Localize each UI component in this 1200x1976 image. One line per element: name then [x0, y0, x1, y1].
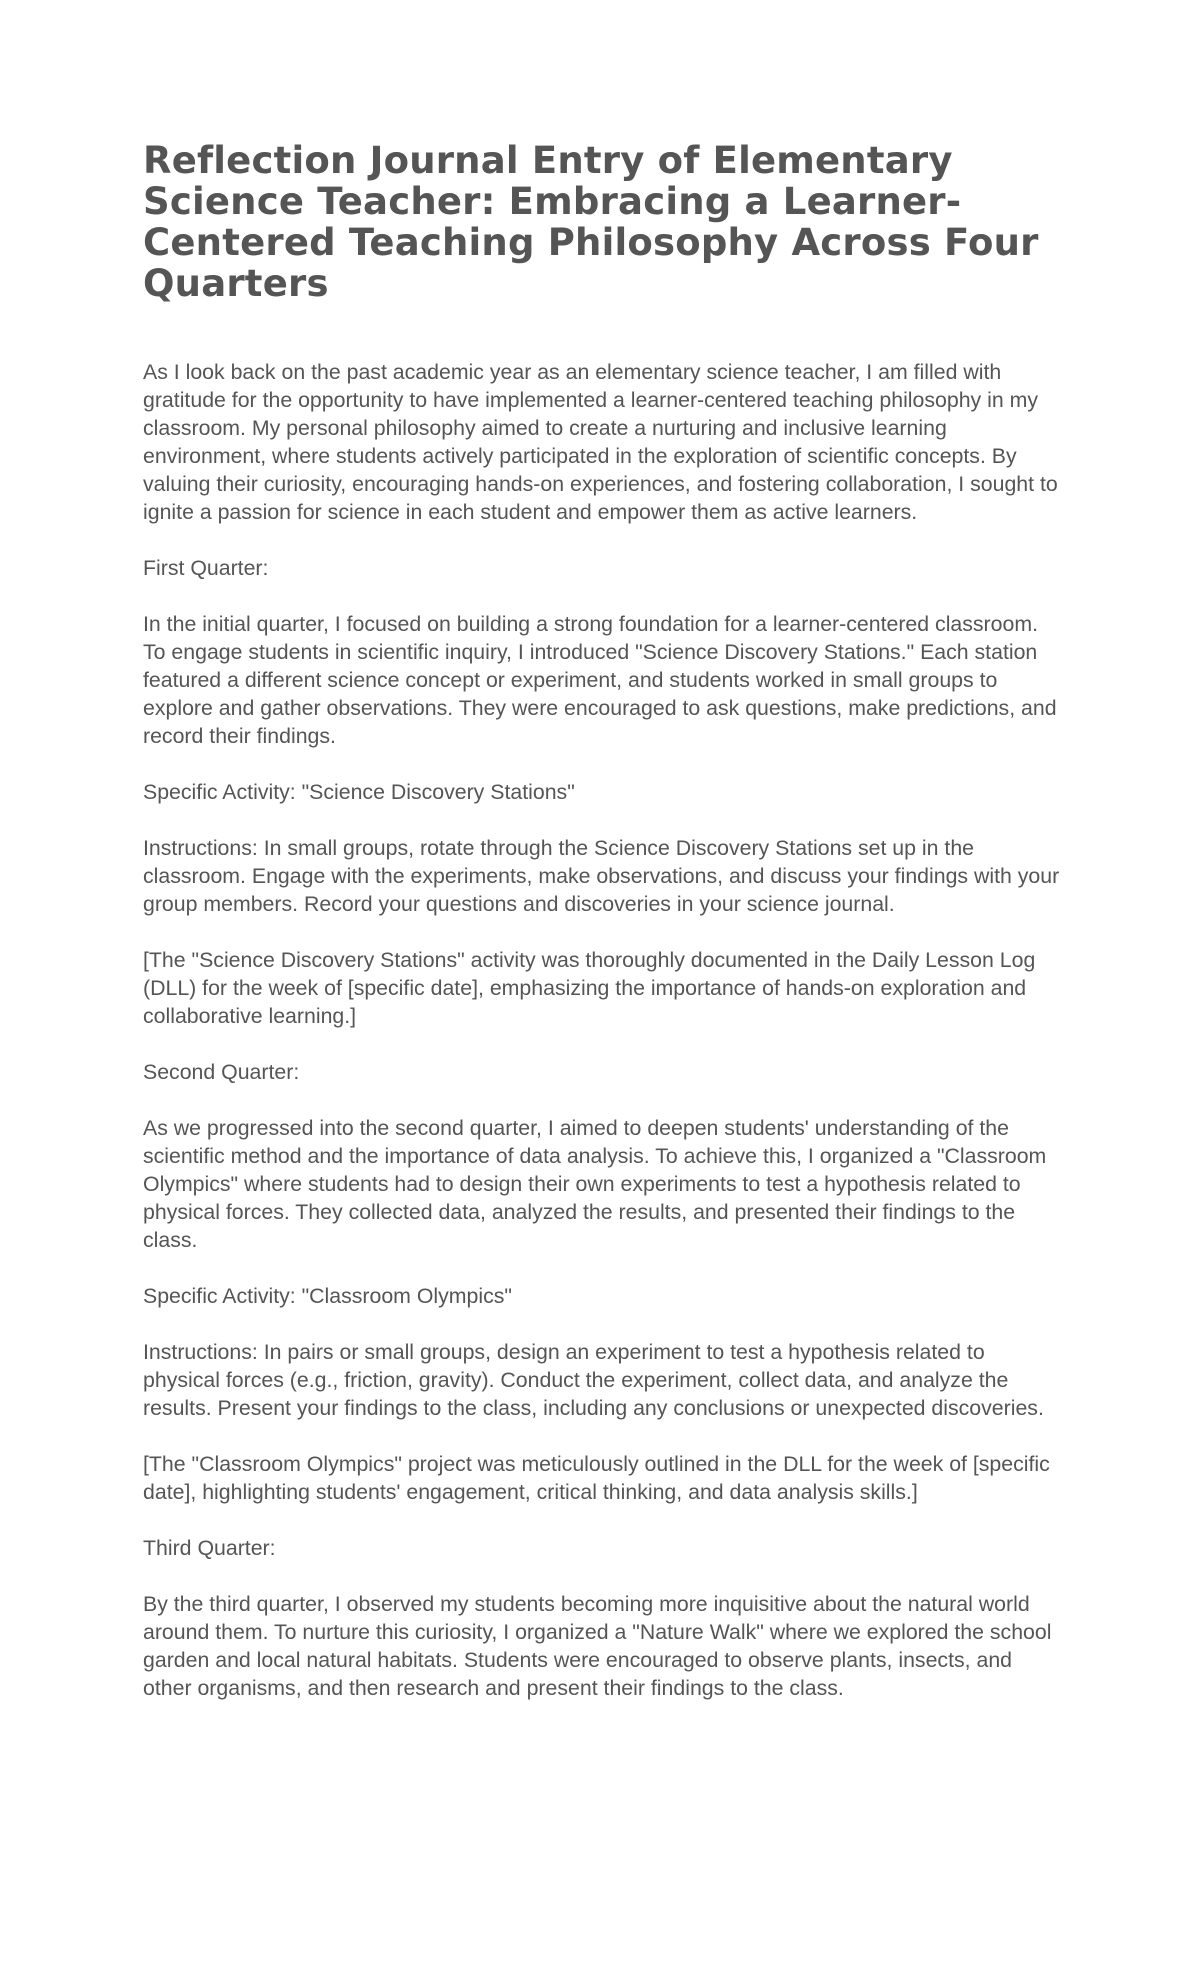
- third-quarter-paragraph: By the third quarter, I observed my students becoming more inquisitive about the natural world around them. To nurture this curiosity, I organized a "Nature Walk" where we explored the school garden and local natural habitats. Students were encouraged to observe plants, insects, and other organisms, and then research and present their findings to the class.: [143, 1592, 1052, 1700]
- section-heading-third-quarter: Third Quarter:: [143, 1536, 276, 1560]
- section-heading-first-quarter: First Quarter:: [143, 556, 269, 580]
- section-heading-second-quarter: Second Quarter:: [143, 1060, 300, 1084]
- first-quarter-activity-title: Specific Activity: "Science Discovery Stations": [143, 780, 575, 804]
- second-quarter-paragraph: As we progressed into the second quarter, I aimed to deepen students' understanding of the scientific method and the importance of data analysis. To achieve this, I organized a "Classroom Olympics" where students had to design their own experiments to test a hypothesis related to physical forces. They collected data, analyzed the results, and presented their findings to the class.: [143, 1116, 1047, 1252]
- document-title: Reflection Journal Entry of Elementary Science Teacher: Embracing a Learner-Centered Teaching Philosophy Across Four Quarters: [143, 139, 1039, 305]
- first-quarter-paragraph: In the initial quarter, I focused on building a strong foundation for a learner-centered classroom. To engage students in scientific inquiry, I introduced "Science Discovery Stations." Each station featured a different science concept or experiment, and students worked in small groups to explore and gather observations. They were encouraged to ask questions, make predictions, and record their findings.: [143, 612, 1057, 748]
- second-quarter-dll-note: [The "Classroom Olympics" project was meticulously outlined in the DLL for the week of [specific date], highlighting students' engagement, critical thinking, and data analysis skills.]: [143, 1452, 1050, 1504]
- first-quarter-dll-note: [The "Science Discovery Stations" activity was thoroughly documented in the Daily Lesson Log (DLL) for the week of [specific date], emphasizing the importance of hands-on exploration and collaborative learning.]: [143, 948, 1036, 1028]
- document-page: [143, 140, 1063, 1730]
- intro-paragraph: As I look back on the past academic year as an elementary science teacher, I am filled with gratitude for the opportunity to have implemented a learner-centered teaching philosophy in my classroom. My personal philosophy aimed to create a nurturing and inclusive learning environment, where students actively participated in the exploration of scientific concepts. By valuing their curiosity, encouraging hands-on experiences, and fostering collaboration, I sought to ignite a passion for science in each student and empower them as active learners.: [143, 360, 1058, 524]
- second-quarter-activity-title: Specific Activity: "Classroom Olympics": [143, 1284, 512, 1308]
- second-quarter-instructions: Instructions: In pairs or small groups, design an experiment to test a hypothesis related to physical forces (e.g., friction, gravity). Conduct the experiment, collect data, and analyze the results. Present your findings to the class, including any conclusions or unexpected discoveries.: [143, 1340, 1044, 1420]
- first-quarter-instructions: Instructions: In small groups, rotate through the Science Discovery Stations set up in the classroom. Engage with the experiments, make observations, and discuss your findings with your group members. Record your questions and discoveries in your science journal.: [143, 836, 1060, 916]
